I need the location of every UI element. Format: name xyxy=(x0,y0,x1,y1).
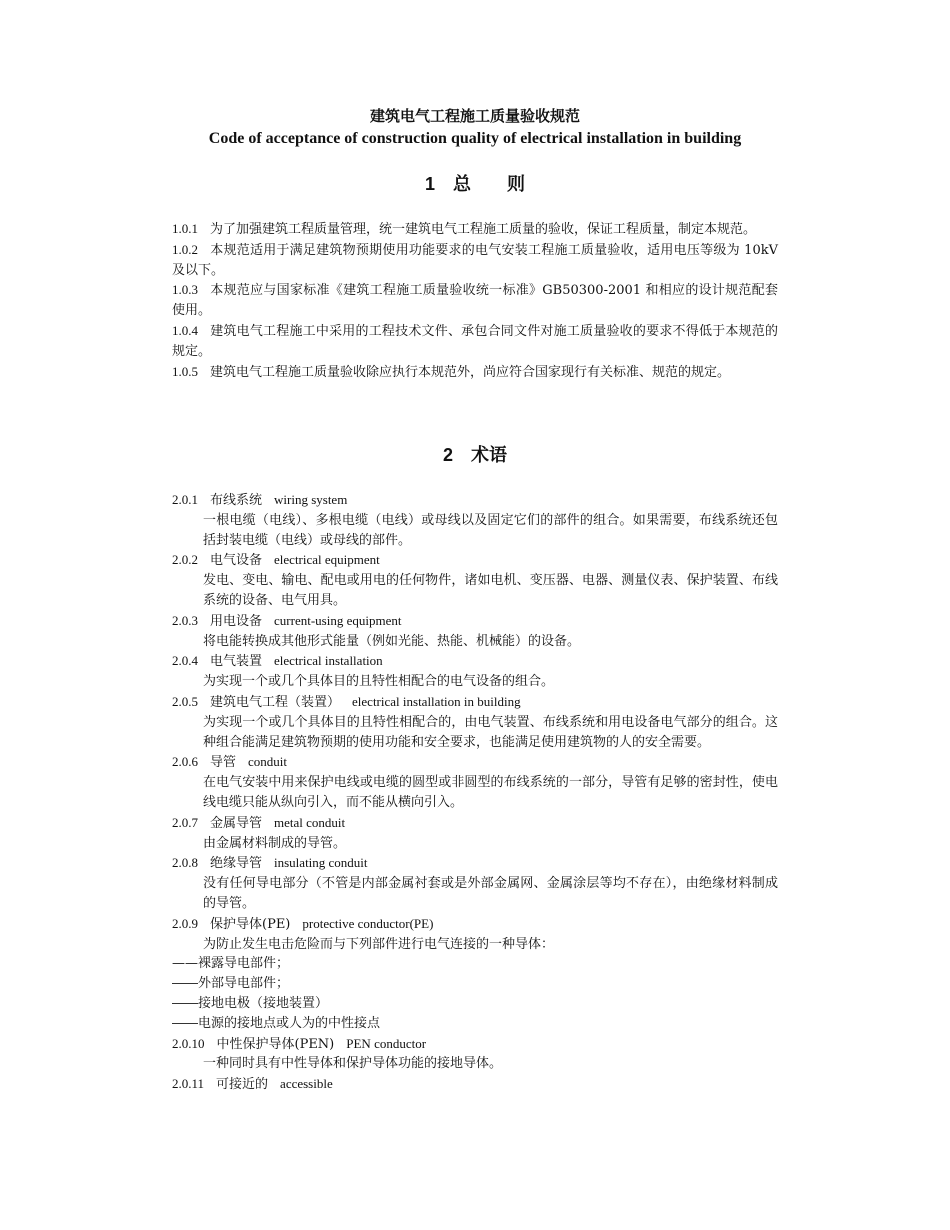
term-en: current-using equipment xyxy=(274,612,402,628)
term-cn: 建筑电气工程（装置） xyxy=(210,694,341,710)
clause-number: 1.0.3 xyxy=(172,282,198,298)
clause xyxy=(172,321,778,362)
term-en: accessible xyxy=(280,1076,333,1092)
chapter-title: 总 则 xyxy=(453,174,525,195)
clause-text: 本规范应与国家标准《建筑工程施工质量验收统一标准》GB50300-2001 和相应的设计规范配套使用。 xyxy=(172,283,778,319)
term-heading xyxy=(172,1034,778,1055)
term-en: PEN conductor xyxy=(346,1035,427,1051)
pe-list-item: ――接地电极（接地装置） xyxy=(172,995,329,1011)
clause-text: 建筑电气工程施工中采用的工程技术文件、承包合同文件对施工质量验收的要求不得低于本规范的规定。 xyxy=(172,323,778,359)
term-definition: 为实现一个或几个具体目的且特性相配合的电气设备的组合。 xyxy=(203,674,555,690)
term-heading xyxy=(172,1074,778,1095)
chapter-2-heading xyxy=(0,443,950,468)
term-definition: 没有任何导电部分（不管是内部金属衬套或是外部金属网、金属涂层等均不存在），由绝缘材料制成的导管。 xyxy=(203,876,778,911)
document-title-en: Code of acceptance of construction quality of electrical installation in building xyxy=(208,130,742,147)
clause xyxy=(172,362,778,383)
chapter-number: 2 xyxy=(442,445,453,465)
document-title-cn: 建筑电气工程施工质量验收规范 xyxy=(369,107,580,125)
term-cn: 电气设备 xyxy=(210,553,263,569)
term-heading xyxy=(172,651,778,672)
term-cn: 保护导体(PE) xyxy=(210,916,291,932)
term-number: 2.0.3 xyxy=(172,612,198,628)
clause xyxy=(172,240,778,281)
clause-text: 本规范适用于满足建筑物预期使用功能要求的电气安装工程施工质量验收，适用电压等级为 10kV 及以下。 xyxy=(172,242,778,278)
chapter-1-body xyxy=(172,219,778,382)
clause-text: 为了加强建筑工程质量管理，统一建筑电气工程施工质量的验收，保证工程质量，制定本规范。 xyxy=(210,222,757,237)
term-number: 2.0.5 xyxy=(172,693,198,709)
term-number: 2.0.8 xyxy=(172,855,198,871)
clause xyxy=(172,280,778,321)
term-en: wiring system xyxy=(274,492,348,507)
term-heading xyxy=(172,752,778,773)
term-heading xyxy=(172,611,778,632)
term-en: electrical equipment xyxy=(274,552,380,568)
clause-number: 1.0.2 xyxy=(172,241,198,257)
term-definition: 为防止发生电击危险而与下列部件进行电气连接的一种导体： xyxy=(203,936,555,952)
term-cn: 导管 xyxy=(210,755,237,771)
term-heading xyxy=(172,550,778,571)
pe-list-item: ――电源的接地点或人为的中性接点 xyxy=(172,1015,381,1031)
term-cn: 绝缘导管 xyxy=(210,856,263,872)
term-en: electrical installation xyxy=(274,653,383,669)
term-cn: 金属导管 xyxy=(210,815,263,831)
term-en: insulating conduit xyxy=(274,855,368,871)
term-definition: 由金属材料制成的导管。 xyxy=(203,835,347,851)
pe-list-item: ――外部导电部件； xyxy=(172,976,290,992)
clause-text: 建筑电气工程施工质量验收除应执行本规范外，尚应符合国家现行有关标准、规范的规定。 xyxy=(210,364,731,380)
term-number: 2.0.6 xyxy=(172,754,198,770)
clause-number: 1.0.5 xyxy=(172,363,198,379)
chapter-title: 术语 xyxy=(471,445,507,466)
term-definition: 一根电缆（电线）、多根电缆（电线）或母线以及固定它们的部件的组合。如果需要，布线系统还包括封装电缆（电线）或母线的部件。 xyxy=(203,512,778,548)
term-en: electrical installation in building xyxy=(352,693,521,709)
term-definition: 将电能转换成其他形式能量（例如光能、热能、机械能）的设备。 xyxy=(203,633,581,649)
term-cn: 中性保护导体(PEN) xyxy=(216,1036,335,1052)
term-number: 2.0.7 xyxy=(172,814,198,830)
term-en: conduit xyxy=(248,754,288,770)
term-definition: 一种同时具有中性导体和保护导体功能的接地导体。 xyxy=(203,1056,503,1072)
term-cn: 电气装置 xyxy=(210,654,263,670)
term-cn: 布线系统 xyxy=(210,493,263,508)
term-number: 2.0.4 xyxy=(172,653,198,669)
term-en: protective conductor(PE) xyxy=(302,915,434,931)
chapter-1-heading xyxy=(0,172,950,197)
clause-number: 1.0.4 xyxy=(172,322,198,338)
term-heading xyxy=(172,853,778,874)
term-en: metal conduit xyxy=(274,814,346,830)
clause xyxy=(172,219,778,240)
term-definition: 为实现一个或几个具体目的且特性相配合的，由电气装置、布线系统和用电设备电气部分的组合。这种组合能满足建筑物预期的使用功能和安全要求，也能满足使用建筑物的人的安全需要。 xyxy=(203,714,778,750)
term-number: 2.0.10 xyxy=(172,1035,205,1051)
term-heading xyxy=(172,813,778,834)
term-number: 2.0.1 xyxy=(172,492,198,507)
term-number: 2.0.2 xyxy=(172,552,198,568)
chapter-number: 1 xyxy=(424,174,435,194)
term-heading xyxy=(172,692,778,713)
term-cn: 可接近的 xyxy=(216,1077,269,1093)
term-heading xyxy=(172,914,778,935)
term-cn: 用电设备 xyxy=(210,613,263,629)
clause-number: 1.0.1 xyxy=(172,221,198,236)
term-definition: 在电气安装中用来保护电线或电缆的圆型或非圆型的布线系统的一部分，导管有足够的密封性，使电线电缆只能从纵向引入，而不能从横向引入。 xyxy=(203,775,778,810)
term-number: 2.0.11 xyxy=(172,1076,205,1092)
pe-list-item: ——裸露导电部件； xyxy=(172,956,290,972)
term-number: 2.0.9 xyxy=(172,915,198,931)
term-definition: 发电、变电、输电、配电或用电的任何物件，诸如电机、变压器、电器、测量仪表、保护装置、布线系统的设备、电气用具。 xyxy=(203,573,778,608)
chapter-2-body xyxy=(172,490,778,1095)
term-heading xyxy=(172,490,778,511)
